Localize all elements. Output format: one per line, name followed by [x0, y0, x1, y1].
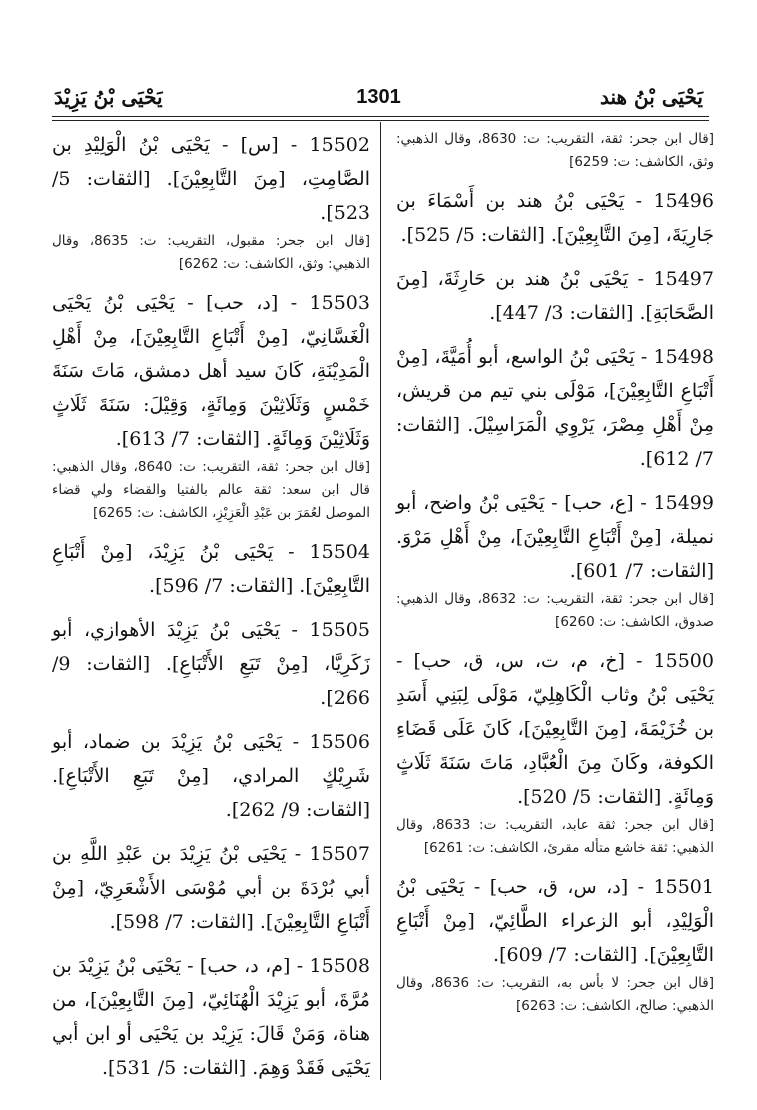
entry-note: [قال ابن جحر: مقبول، التقريب: ت: 8635، وقال الذهبي: وثق، الكاشف: ت: 6262] — [52, 233, 371, 272]
entry-text: 15505 - يَحْيَى بْنُ يَزِيْدَ الأهوازي، أبو زَكَرِيَّا، [مِنْ تَبَعِ الأَتْبَاعِ]. [الثقات: 9/ 266]. — [52, 619, 370, 709]
entry-continuation — [396, 128, 714, 174]
header-rule-thin — [52, 120, 709, 121]
running-header-left: يَحْيَى بْنُ يَزِيْدَ — [54, 85, 163, 109]
entry-15504 — [52, 535, 370, 603]
entry-note: [قال ابن جحر: ثقة، التقريب: ت: 8632، وقال الذهبي: صدوق، الكاشف: ت: 6260] — [396, 591, 715, 630]
column-divider — [380, 122, 381, 1080]
entry-15503 — [52, 286, 370, 525]
entry-note: [قال ابن جحر: ثقة، التقريب: ت: 8640، وقال الذهبي: قال ابن سعد: ثقة عالم بالفتيا والقضاء ولي قضاء الموصل لعُمَرَ بن عَبْدِ الْعَزِيْزِ، الكاشف: ت: 6265] — [52, 459, 371, 521]
page-number: 1301 — [356, 86, 401, 108]
entry-text: 15503 - [د، حب] - يَحْيَى بْنُ يَحْيَى الْغَسَّانِيّ، [مِنْ أَتْبَاعِ التَّابِعِيْنَ]، مِنْ أَهْلِ الْمَدِيْنَةِ، كَانَ سيد أهل دمشق، مَاتَ سَنَةَ خَمْسٍ وَثَلَاثِيْنَ وَمِائَةٍ، وَقِيْلَ: سَنَةَ ثَلَاثٍ وَثَلَاثِيْنَ وَمِائَةٍ. [الثقات: 7/ 613]. — [52, 292, 370, 450]
entry-text: 15500 - [خ، م، ت، س، ق، حب] - يَحْيَى بْنُ وثاب الْكَاهِلِيّ، مَوْلَى لِبَنِي أَسَدِ بن خُزَيْمَةَ، [مِنَ التَّابِعِيْنَ]، كَانَ عَلَى قَضَاءِ الكوفة، وكَانَ مِنَ الْعُبَّادِ، مَاتَ سَنَةَ ثَلَاثٍ وَمِائَةٍ. [الثقات: 5/ 520]. — [396, 650, 714, 808]
entry-text: 15506 - يَحْيَى بْنُ يَزِيْدَ بن ضماد، أبو شَرِيْكٍ المرادي، [مِنْ تَبَعِ الأَتْبَاعِ]. [الثقات: 9/ 262]. — [52, 731, 370, 821]
running-header-right: يَحْيَى بْنُ هند — [600, 85, 703, 109]
entry-15496 — [396, 184, 714, 252]
entry-text: 15502 - [س] - يَحْيَى بْنُ الْوَلِيْدِ بن الصَّامِتِ، [مِنَ التَّابِعِيْنَ]. [الثقات: 5/ 523]. — [52, 134, 370, 224]
left-column — [52, 128, 370, 1095]
entry-15505 — [52, 613, 370, 715]
entry-note: [قال ابن جحر: ثقة عابد، التقريب: ت: 8633، وقال الذهبي: ثقة خاشع متأله مقرئ، الكاشف: ت: 6261] — [396, 817, 714, 856]
entry-15501 — [396, 870, 714, 1018]
entry-15497 — [396, 262, 714, 330]
entry-note: [قال ابن جحر: ثقة، التقريب: ت: 8630، وقال الذهبي: وثق، الكاشف: ت: 6259] — [396, 131, 715, 170]
entry-15500 — [396, 644, 714, 860]
header-rule — [52, 116, 709, 117]
entry-15507 — [52, 837, 370, 939]
entry-text: 15496 - يَحْيَى بْنُ هند بن أَسْمَاءَ بن جَارِيَةَ، [مِنَ التَّابِعِيْنَ]. [الثقات: 5/ 525]. — [396, 190, 714, 246]
entry-text: 15498 - يَحْيَى بْنُ الواسع، أبو أُمَيَّةَ، [مِنْ أَتْبَاعِ التَّابِعِيْنَ]، مَوْلَى بني تيم من قريش، مِنْ أَهْلِ مِصْرَ، يَرْوِي الْمَرَاسِيْلَ. [الثقات: 7/ 612]. — [396, 346, 714, 470]
entry-15498 — [396, 340, 714, 476]
entry-text: 15499 - [ع، حب] - يَحْيَى بْنُ واضح، أبو نميلة، [مِنْ أَتْبَاعِ التَّابِعِيْنَ]، مِنْ أَهْلِ مَرْوَ. [الثقات: 7/ 601]. — [396, 492, 714, 582]
right-column — [396, 128, 714, 1028]
entry-15499 — [396, 486, 714, 634]
entry-text: 15501 - [د، س، ق، حب] - يَحْيَى بْنُ الْوَلِيْدِ، أبو الزعراء الطَّائِيّ، [مِنْ أَتْبَاعِ التَّابِعِيْنَ]. [الثقات: 7/ 609]. — [396, 876, 714, 966]
entry-note: [قال ابن جحر: لا بأس به، التقريب: ت: 8636، وقال الذهبي: صالح، الكاشف: ت: 6263] — [396, 975, 714, 1014]
entry-15506 — [52, 725, 370, 827]
entry-text: 15504 - يَحْيَى بْنُ يَزِيْدَ، [مِنْ أَتْبَاعِ التَّابِعِيْنَ]. [الثقات: 7/ 596]. — [52, 541, 370, 597]
entry-text: 15508 - [م، د، حب] - يَحْيَى بْنُ يَزِيْدَ بن مُرَّةَ، أبو يَزِيْدَ الْهُنَائِيّ، [مِنَ التَّابِعِيْنَ]، من هناة، وَمَنْ قَالَ: يَزِيْد بن يَحْيَى أو ابن أبي يَحْيَى فَقَدْ وَهِمَ. [الثقات: 5/ 531]. — [52, 955, 370, 1079]
entry-15508 — [52, 949, 370, 1085]
entry-text: 15507 - يَحْيَى بْنُ يَزِيْدَ بن عَبْدِ اللَّهِ بن أبي بُرْدَةَ بن أبي مُوْسَى الأَشْعَرِيّ، [مِنْ أَتْبَاعِ التَّابِعِيْنَ]. [الثقات: 7/ 598]. — [52, 843, 370, 933]
entry-15502 — [52, 128, 370, 276]
entry-text: 15497 - يَحْيَى بْنُ هند بن حَارِثَةَ، [مِنَ الصَّحَابَةِ]. [الثقات: 3/ 447]. — [396, 268, 714, 324]
